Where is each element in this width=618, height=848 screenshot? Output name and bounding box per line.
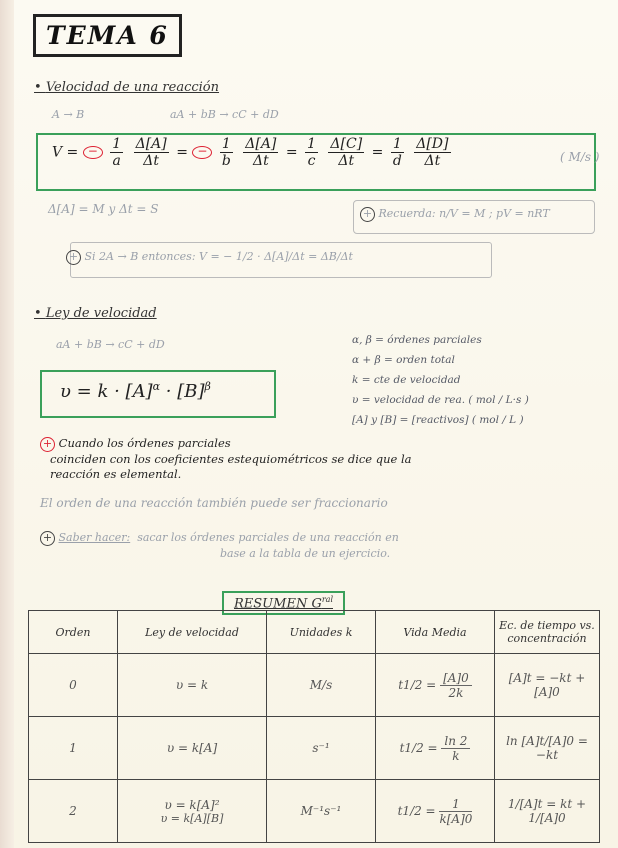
minus-circle-2: − xyxy=(192,146,212,159)
rate-law: $\upsilon = k \cdot [A]^\alpha \cdot [B]^\beta$ xyxy=(60,380,211,402)
rate-equation: V = − $\frac{1}{a}$ $\frac{\Delta[A]}{\Delta t}$ = − $\frac{1}{b}$ $\frac{\Delta[A]}{\Delta t}$ = $\frac{1}{c}$ $\frac{\Delta[C]}{\Delta t}$ = $\frac{1}{d}$ $\frac{\Delta[D]}{\Delta t}$ xyxy=(52,136,449,169)
resumen-title: RESUMEN $G^{ral}$ xyxy=(222,591,345,615)
fraction-note: El orden de una reacción también puede ser fraccionario xyxy=(40,496,388,510)
saber-hacer-note: + Saber hacer: sacar los órdenes parciales de una reacción en base a la tabla de un ejercicio. xyxy=(40,530,399,561)
table-row: 1 υ = k[A] s⁻¹ t1/2 = $\frac{\ln 2}{k}$ ln [A]t/[A]0 = −kt xyxy=(29,717,600,780)
rate-units: ( M/s ) xyxy=(560,150,600,164)
plus-icon-red: + xyxy=(40,437,55,452)
header-ec-tiempo: Ec. de tiempo vs. concentración xyxy=(495,611,600,654)
section-ley-heading: • Ley de velocidad xyxy=(34,306,157,321)
units-note: Δ[A] = M y Δt = S xyxy=(48,202,159,216)
elemental-note: + Cuando los órdenes parciales coinciden con los coeficientes estequiométricos se dice que la reacción es elemental. xyxy=(40,436,412,482)
plus-icon-3: + xyxy=(40,531,55,546)
header-unidades: Unidades k xyxy=(267,611,376,654)
si-note: + Si 2A → B entonces: V = − 1/2 · Δ[A]/Δt = ΔB/Δt xyxy=(66,250,353,265)
rate-law-notes: α, β = órdenes parciales α + β = orden total k = cte de velocidad υ = velocidad de rea. ( mol / L·s ) [A] y [B] = [reactivos] ( mol / L ) xyxy=(352,334,529,426)
table-row: 2 υ = k[A]² υ = k[A][B] M⁻¹s⁻¹ t1/2 = $\frac{1}{k[A]0}$ 1/[A]t = kt + 1/[A]0 xyxy=(29,780,600,843)
minus-circle: − xyxy=(83,146,103,159)
reaction-general-2: aA + bB → cC + dD xyxy=(56,338,165,351)
reaction-simple: A → B xyxy=(52,108,85,121)
summary-table xyxy=(28,610,600,843)
plus-icon: + xyxy=(360,207,375,222)
plus-icon-2: + xyxy=(66,250,81,265)
section-velocidad-heading: • Velocidad de una reacción xyxy=(34,80,220,95)
recuerda-note: + Recuerda: n/V = M ; pV = nRT xyxy=(360,207,550,222)
page-title: TEMA 6 xyxy=(33,14,182,57)
table-header-row xyxy=(29,611,600,654)
table-row: 0 υ = k M/s t1/2 = $\frac{[A]0}{2k}$ [A]t = −kt + [A]0 xyxy=(29,654,600,717)
header-orden: Orden xyxy=(29,611,118,654)
header-vida-media: Vida Media xyxy=(376,611,495,654)
page-edge xyxy=(0,0,14,848)
header-ley: Ley de velocidad xyxy=(118,611,267,654)
reaction-general: aA + bB → cC + dD xyxy=(170,108,279,121)
